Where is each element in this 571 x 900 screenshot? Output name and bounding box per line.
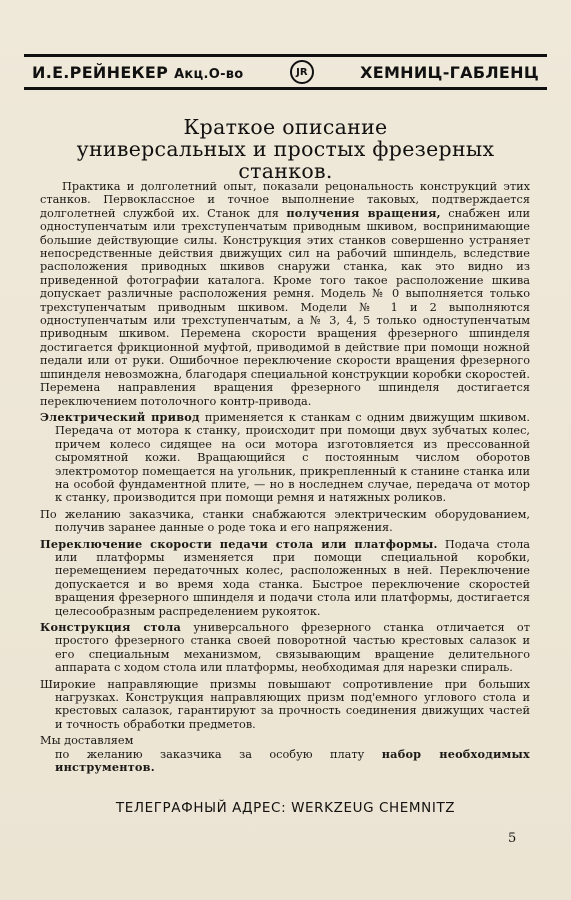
page-title <box>0 116 571 182</box>
title-line-2: универсальных и простых фрезерных <box>76 137 495 161</box>
company-banner <box>24 54 547 90</box>
electric-drive-heading: Электрический привод <box>40 409 200 424</box>
intro-paragraph: Практика и долголетний опыт, показали рецональность конструкций этих станков. Первоклассное и точное выполнение таковых, подтверждается долголетней службой их. Станок для получения вращения, снабжен или одноступенчатым или трехступенчатым приводным шкивом, воспринимающие большие действующие силы. Конструкция этих станков совершенно устраняет непосредственные действия движущих сил на рабочий шпиндель, вследствие расположения приводных шкивов снаружи станка, как это видно из приведенной фотографии каталога. Кроме того такое расположение шкива допускает различные расположения ремня. Модель № 0 выполняется только трехступенчатым приводным шкивом. Модели № 1 и 2 выполняются одноступенчатым или трехступенчатым, а № 3, 4, 5 только одноступенчатым приводным шкивом. Перемена скорости вращения фрезерного шпинделя достигается фрикционной муфтой, приводимой в действие при помощи ножной педали или от руки. Ошибочное переключение скорости вращения фрезерного шпинделя невозможна, благодаря специальной конструкции коробки скоростей. Перемена направления вращения фрезерного шпинделя достигается переключением потолочного контр-привода. <box>40 180 530 408</box>
page-number: 5 <box>508 831 517 846</box>
feed-paragraph: Переключение скорости педачи стола или платформы. Подача стола или платформы изменяется при помощи специальной коробки, перемещением передаточных колес, расположенных в ней. Переключение допускается и во время хода станка. Быстрое переключение скоростей вращения фрезерного шпинделя и подачи стола или платформы, достигается целесообразным распределением рукояток. <box>40 536 530 618</box>
guides-paragraph: Широкие направляющие призмы повышают сопротивление при больших нагрузках. Конструкция направляющих призм под'емного углового стола и крестовых салазок, гарантируют за прочность соединения движущих частей и точность обработки предметов. <box>40 677 530 731</box>
company-legal-form: Акц.О-во <box>174 66 244 82</box>
title-line-3: станков. <box>238 159 333 183</box>
table-heading: Конструкция стола <box>40 620 182 634</box>
table-paragraph: Конструкция стола универсального фрезерного станка отличается от простого фрезерного станка своей поворотной частью крестовых салазок и его специальным механизмом, связывающим вращение делительного аппарата с ходом стола или платформы, необходимая для нарезки спираль. <box>40 620 530 675</box>
title-line-1: Краткое описание <box>183 115 388 139</box>
supply-bold-phrase: набор необходимых инструментов. <box>55 746 530 775</box>
body-text <box>40 180 530 777</box>
supply-line: Мы доставляем <box>40 734 134 748</box>
company-logo: JR <box>290 60 314 84</box>
feed-heading: Переключение скорости педачи стола или платформы. <box>40 536 438 551</box>
company-location: ХЕМНИЦ-ГАБЛЕНЦ <box>360 62 539 82</box>
supply-paragraph: по желанию заказчика за особую плату набор необходимых инструментов. <box>55 746 530 775</box>
telegraph-address: ТЕЛЕГРАФНЫЙ АДРЕС: WERKZEUG CHEMNITZ <box>115 800 456 816</box>
company-name-left <box>32 63 244 82</box>
intro-bold-phrase: получения вращения, <box>286 205 441 220</box>
company-name: И.Е.РЕЙНЕКЕР <box>32 62 169 82</box>
order-paragraph: По желанию заказчика, станки снабжаются электрическим оборудованием, получив заранее данные о роде тока и его напряжения. <box>40 507 530 535</box>
electric-drive-paragraph: Электрический привод применяется к станкам с одним движущим шкивом. Передача от мотора к станку, происходит при помощи двух зубчатых колес, причем колесо сидящее на оси мотора изготовляется из прессованной сыромятной кожи. Вращающийся с постоянным числом оборотов электромотор помещается на угольник, прикрепленный к станине станка или на особой фундаментной плите, — но в носледнем случае, передача от мотор к станку, производится при помощи ремня и натяжных роликов. <box>40 409 530 505</box>
